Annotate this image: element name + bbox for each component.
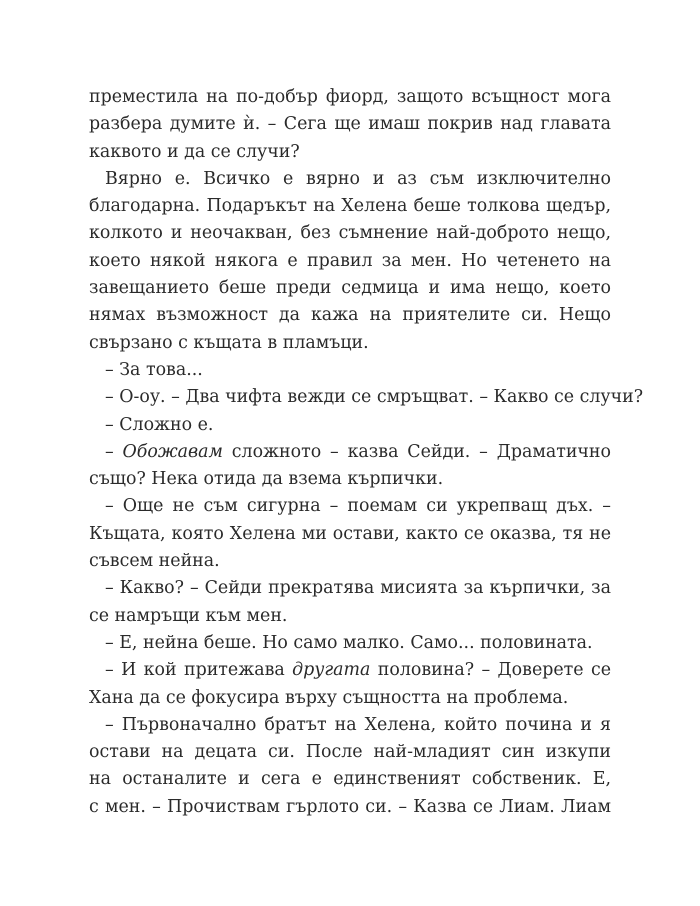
text-line: – О-оу. – Два чифта вежди се смръщват. – Какво се случи? xyxy=(105,387,644,408)
text-line: съвсем нейна. xyxy=(89,551,220,572)
text-line: колкото и неочакван, без съмнение най-доброто нещо, xyxy=(89,223,611,244)
text-span: – И кой притежава xyxy=(105,660,293,681)
text-line: свързано с къщата в пламъци. xyxy=(89,332,369,353)
text-line: остави на децата си. После най-младият син изкупи xyxy=(89,742,611,763)
text-line: Вярно е. Всичко е вярно и аз съм изключително xyxy=(105,168,611,189)
text-line: също? Нека отида да взема кърпички. xyxy=(89,469,444,490)
text-line: – Е, нейна беше. Но само малко. Само... половината. xyxy=(105,632,593,653)
text-line: завещанието беше преди седмица и има нещо, което xyxy=(89,278,611,299)
text-line: преместила на по-добър фиорд, защото всъщност мога xyxy=(89,87,611,107)
text-line: благодарна. Подаръкът на Хелена беше толкова щедър, xyxy=(89,196,611,217)
text-span: сложното – казва Сейди. – Драматично xyxy=(231,441,611,462)
text-line: – Още не съм сигурна – поемам си укрепващ дъх. – xyxy=(105,496,611,517)
text-line: на останалите и сега е единственият собственик. Е, xyxy=(89,769,611,790)
text-line: с мен. – Прочиствам гърлото си. – Казва се Лиам. Лиам xyxy=(89,796,611,817)
text-line: което някой някога е правил за мен. Но четенето на xyxy=(89,250,611,271)
text-line: – Какво? – Сейди прекратява мисията за кърпички, за xyxy=(105,578,611,599)
emphasis-text: другата xyxy=(292,660,371,681)
text-line: Къщата, която Хелена ми остави, както се оказва, тя не xyxy=(89,523,611,544)
text-line: – За това... xyxy=(105,359,203,380)
emphasis-text: Обожавам xyxy=(122,441,223,462)
text-line xyxy=(89,657,611,684)
text-line: каквото и да се случи? xyxy=(89,141,300,162)
text-line: – Първоначално братът на Хелена, който почина и я xyxy=(105,714,611,735)
text-span: – xyxy=(105,441,123,462)
document-page xyxy=(89,84,644,821)
text-line xyxy=(89,439,611,466)
text-line: Хана да се фокусира върху същността на проблема. xyxy=(89,687,569,708)
text-line: се намръщи към мен. xyxy=(89,605,288,626)
text-line: – Сложно е. xyxy=(105,414,214,435)
text-line: разбера думите ѝ. – Сега ще имаш покрив над главата xyxy=(89,114,611,135)
text-line: нямах възможност да кажа на приятелите си. Нещо xyxy=(89,305,611,326)
text-span: половина? – Доверете се xyxy=(377,660,611,681)
